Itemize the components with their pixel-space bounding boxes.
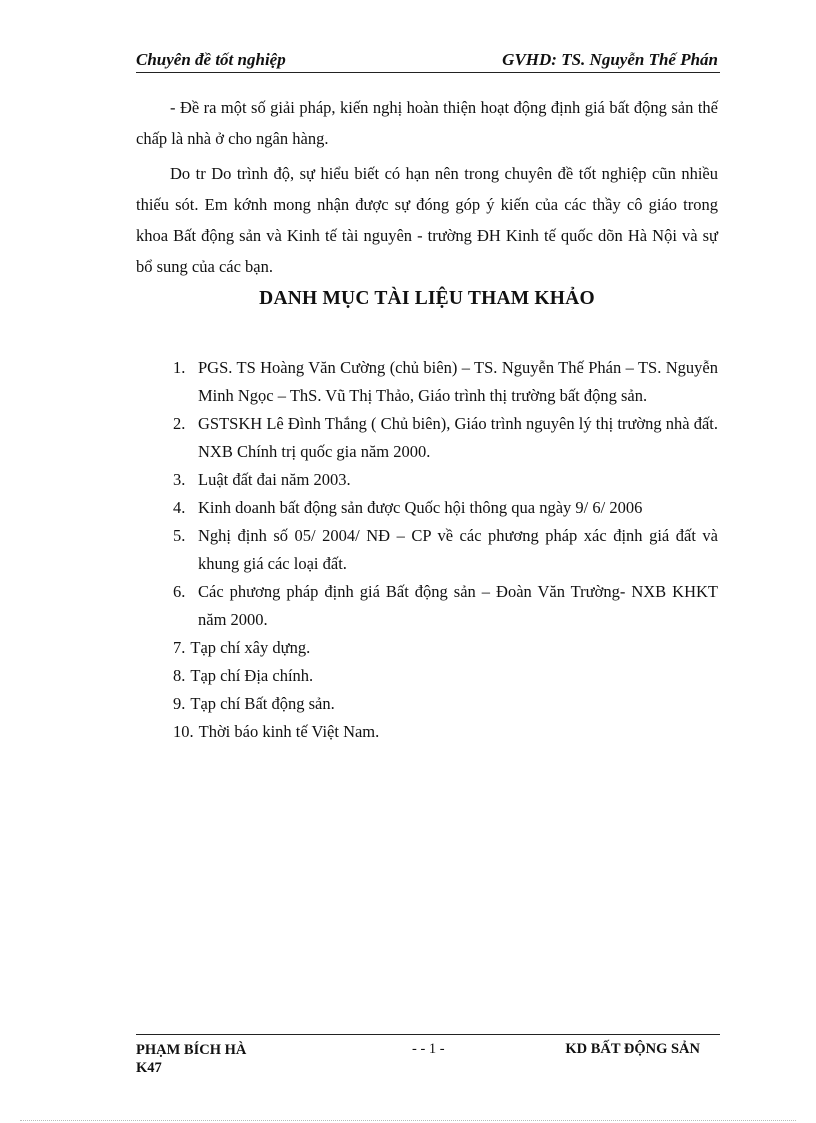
reference-item bbox=[173, 410, 718, 466]
reference-number: 1. bbox=[173, 358, 186, 377]
reference-number: 7. bbox=[173, 638, 186, 657]
reference-item bbox=[173, 578, 718, 634]
page-header bbox=[136, 50, 720, 73]
section-title: DANH MỤC TÀI LIỆU THAM KHẢO bbox=[259, 288, 595, 309]
reference-item bbox=[173, 354, 718, 410]
paragraph: - Đề ra một số giải pháp, kiến nghị hoàn thiện hoạt động định giá bất động sản thế chấp là nhà ở cho ngân hàng. bbox=[136, 98, 718, 148]
footer-class: K47 bbox=[136, 1060, 162, 1076]
body-text bbox=[136, 92, 718, 282]
reference-item bbox=[173, 522, 718, 578]
page-bottom-edge bbox=[20, 1120, 796, 1121]
page-footer bbox=[136, 1034, 720, 1076]
reference-text: Nghị định số 05/ 2004/ NĐ – CP về các phương pháp xác định giá đất và khung giá các loại đất. bbox=[198, 526, 718, 573]
header-supervisor: GVHD: TS. Nguyễn Thế Phán bbox=[502, 50, 718, 69]
reference-item bbox=[173, 718, 718, 746]
paragraph: Do tr Do trình độ, sự hiểu biết có hạn nên trong chuyên đề tốt nghiệp cũn nhiều thiếu sót. Em kớnh mong nhận được sự đóng góp ý kiến của các thầy cô giáo trong khoa Bất động sản và Kinh tế tài nguyên - trường ĐH Kinh tế quốc dõn Hà Nội và sự bổ sung của các bạn. bbox=[136, 164, 718, 276]
reference-text: Kinh doanh bất động sản được Quốc hội thông qua ngày 9/ 6/ 2006 bbox=[198, 498, 643, 517]
header-document-type: Chuyên đề tốt nghiệp bbox=[136, 50, 286, 69]
reference-number: 5. bbox=[173, 526, 186, 545]
reference-text: Thời báo kinh tế Việt Nam. bbox=[198, 722, 380, 741]
footer-author: PHẠM BÍCH HÀ bbox=[136, 1042, 247, 1058]
footer-author-block bbox=[136, 1041, 246, 1077]
reference-item bbox=[173, 662, 718, 690]
reference-text: Tạp chí Bất động sản. bbox=[190, 694, 335, 713]
reference-number: 10. bbox=[173, 722, 194, 741]
reference-item bbox=[173, 690, 718, 718]
reference-number: 8. bbox=[173, 666, 186, 685]
reference-text: Các phương pháp định giá Bất động sản – Đoàn Văn Trường- NXB KHKT năm 2000. bbox=[198, 582, 718, 629]
reference-number: 2. bbox=[173, 414, 186, 433]
reference-item bbox=[173, 634, 718, 662]
page-number: - - 1 - bbox=[412, 1041, 445, 1057]
reference-number: 4. bbox=[173, 498, 186, 517]
reference-number: 3. bbox=[173, 470, 186, 489]
footer-major: KD BẤT ĐỘNG SẢN bbox=[565, 1041, 700, 1057]
reference-text: GSTSKH Lê Đình Thắng ( Chủ biên), Giáo trình nguyên lý thị trường nhà đất. NXB Chính trị quốc gia năm 2000. bbox=[198, 414, 718, 461]
reference-text: PGS. TS Hoàng Văn Cường (chủ biên) – TS. Nguyễn Thế Phán – TS. Nguyễn Minh Ngọc – ThS. Vũ Thị Thảo, Giáo trình thị trường bất động sản. bbox=[198, 358, 718, 405]
reference-item bbox=[173, 494, 718, 522]
reference-item bbox=[173, 466, 718, 494]
reference-number: 6. bbox=[173, 582, 186, 601]
reference-text: Tạp chí Địa chính. bbox=[190, 666, 314, 685]
reference-text: Luật đất đai năm 2003. bbox=[198, 470, 351, 489]
reference-number: 9. bbox=[173, 694, 186, 713]
reference-text: Tạp chí xây dựng. bbox=[190, 638, 311, 657]
reference-list bbox=[173, 354, 718, 746]
